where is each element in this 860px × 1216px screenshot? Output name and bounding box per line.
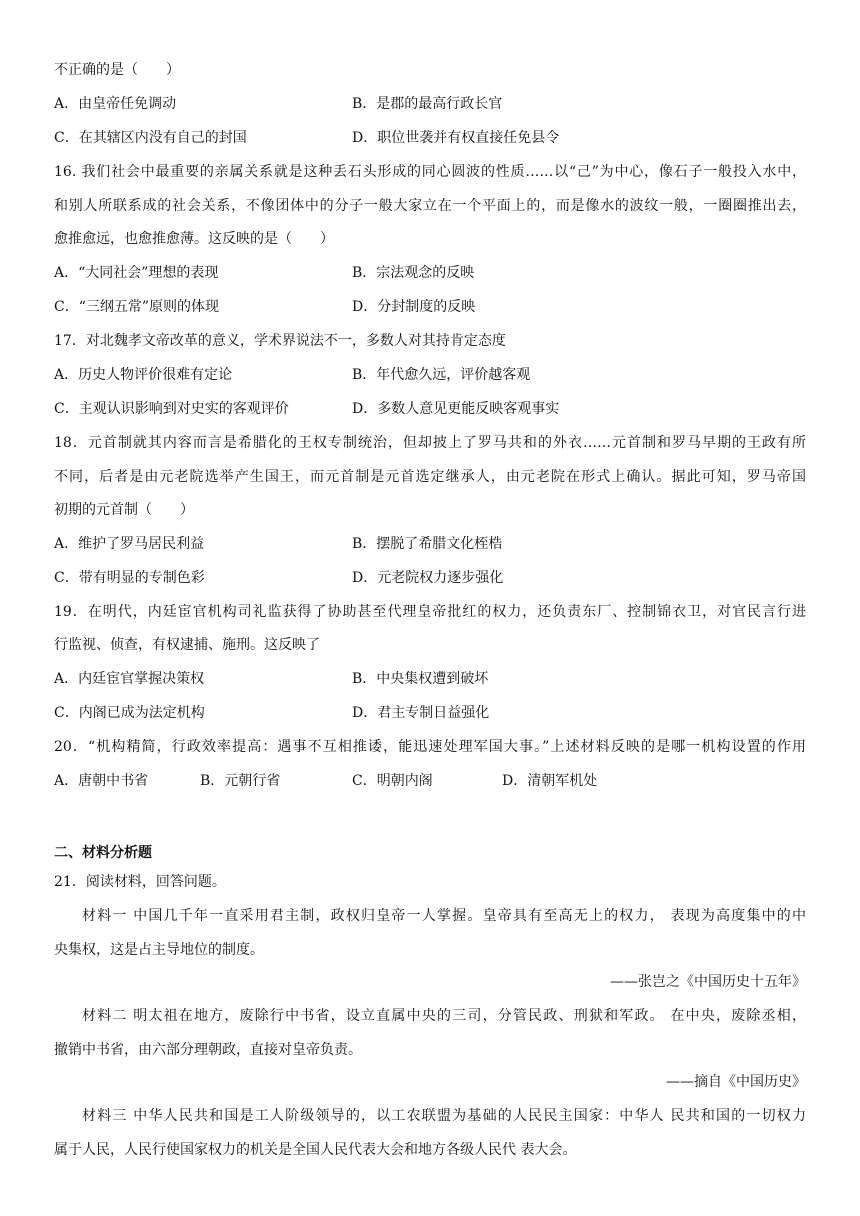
q18-option-a: A．维护了罗马居民利益 <box>54 536 205 552</box>
q19-option-a: A．内廷宦官掌握决策权 <box>54 671 205 687</box>
q18-stem-line-2: 不同，后者是由元老院选举产生国王，而元首制是元首选定继承人，由元老院在形式上确认。据此可知，罗马帝国 <box>54 469 806 485</box>
material-3-line-2: 属于人民，人民行使国家权力的机关是全国人民代表大会和地方各级人民代 表大会。 <box>54 1142 577 1158</box>
q20-option-b: B．元朝行省 <box>200 773 281 789</box>
q19-option-c: C．内阁已成为法定机构 <box>54 705 205 721</box>
material-2-line-2: 撤销中书省，由六部分理朝政，直接对皇帝负责。 <box>54 1042 362 1058</box>
q20-stem: 20．“机构精简，行政效率提高：遇事不互相推诿，能迅速处理军国大事。”上述材料反映的是哪一机构设置的作用 <box>54 739 806 755</box>
q20-option-a: A．唐朝中书省 <box>54 773 149 789</box>
q17-option-c: C．主观认识影响到对史实的客观评价 <box>54 401 289 417</box>
material-1-line-2: 央集权，这是占主导地位的制度。 <box>54 942 264 958</box>
q16-stem-line-2: 和别人所联系成的社会关系，不像团体中的分子一般大家立在一个平面上的，而是像水的波纹一般，一圈圈推出去， <box>54 198 806 214</box>
q15-option-b: B．是郡的最高行政长官 <box>352 96 503 112</box>
q17-option-d: D．多数人意见更能反映客观事实 <box>352 401 560 417</box>
q19-stem-line-1: 19．在明代，内廷宦官机构司礼监获得了协助甚至代理皇帝批红的权力，还负责东厂、控制锦衣卫，对官民言行进 <box>54 604 806 620</box>
material-1-source: ——张岂之《中国历史十五年》 <box>610 974 806 990</box>
q18-option-c: C．带有明显的专制色彩 <box>54 570 205 586</box>
q20-option-c: C．明朝内阁 <box>352 773 433 789</box>
q16-option-c: C．“三纲五常”原则的体现 <box>54 299 220 315</box>
q17-option-a: A．历史人物评价很难有定论 <box>54 367 233 383</box>
q15-option-d: D．职位世袭并有权直接任免县令 <box>352 130 560 146</box>
q15-stem-tail: 不正确的是（ ） <box>54 62 180 78</box>
q18-stem-line-3: 初期的元首制（ ） <box>54 502 194 518</box>
material-3-line-1: 材料三 中华人民共和国是工人阶级领导的，以工农联盟为基础的人民民主国家：中华人 民共和国的一切权力 <box>82 1108 806 1124</box>
q16-option-b: B．宗法观念的反映 <box>352 265 475 281</box>
q18-option-d: D．元老院权力逐步强化 <box>352 570 504 586</box>
material-2-source: ——摘自《中国历史》 <box>666 1074 806 1090</box>
material-2-line-1: 材料二 明太祖在地方，废除行中书省，设立直属中央的三司，分管民政、刑狱和军政。 在中央，废除丞相， <box>82 1008 806 1024</box>
section-heading: 二、材料分析题 <box>54 845 152 861</box>
q21-stem: 21．阅读材料，回答问题。 <box>54 874 226 890</box>
q16-stem-line-3: 愈推愈远，也愈推愈薄。这反映的是（ ） <box>54 231 334 247</box>
material-1-line-1: 材料一 中国几千年一直采用君主制，政权归皇帝一人掌握。皇帝具有至高无上的权力， 表现为高度集中的中 <box>82 908 806 924</box>
q16-option-d: D．分封制度的反映 <box>352 299 476 315</box>
q18-option-b: B．摆脱了希腊文化桎梏 <box>352 536 503 552</box>
q16-stem-line-1: 16. 我们社会中最重要的亲属关系就是这种丢石头形成的同心圆波的性质……以“己”为中心，像石子一般投入水中， <box>54 164 806 180</box>
q15-option-a: A．由皇帝任免调动 <box>54 96 177 112</box>
q19-option-b: B．中央集权遭到破坏 <box>352 671 489 687</box>
q19-option-d: D．君主专制日益强化 <box>352 705 490 721</box>
q17-stem: 17．对北魏孝文帝改革的意义，学术界说法不一，多数人对其持肯定态度 <box>54 333 506 349</box>
q18-stem-line-1: 18．元首制就其内容而言是希腊化的王权专制统治，但却披上了罗马共和的外衣……元首制和罗马早期的王政有所 <box>54 435 806 451</box>
q17-option-b: B．年代愈久远，评价越客观 <box>352 367 531 383</box>
q20-option-d: D．清朝军机处 <box>502 773 598 789</box>
q15-option-c: C．在其辖区内没有自己的封国 <box>54 130 247 146</box>
q16-option-a: A．“大同社会”理想的表现 <box>54 265 219 281</box>
q19-stem-line-2: 行监视、侦查，有权逮捕、施刑。这反映了 <box>54 637 320 653</box>
